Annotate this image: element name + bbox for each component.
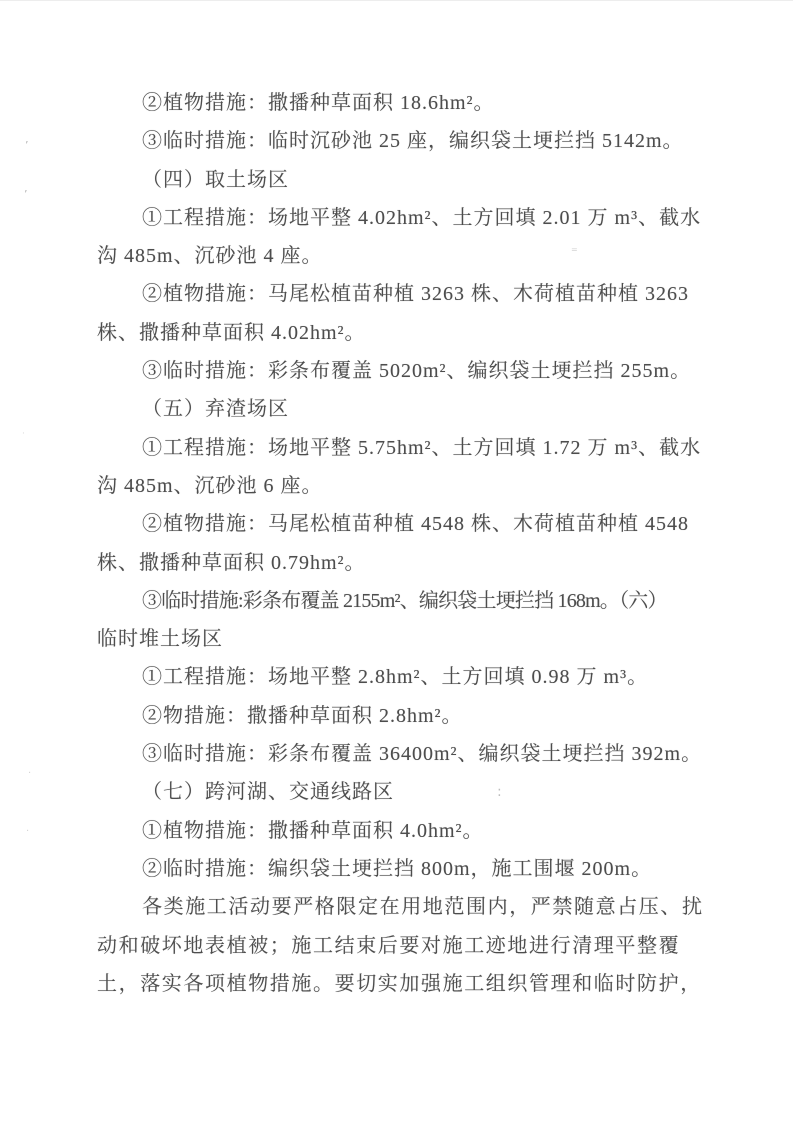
scan-speck: ’ [24,188,28,201]
text-line: （五）弃渣场区 [142,398,289,421]
text-line: ①工程措施：场地平整 2.8hm²、土方回填 0.98 万 m³。 [142,666,649,689]
text-line: ②临时措施：编织袋土埂拦挡 800m，施工围堰 200m。 [142,857,653,880]
text-line: ②植物措施：马尾松植苗种植 4548 株、木荷植苗种植 4548 [142,513,689,536]
text-line: ③临时措施：临时沉砂池 25 座，编织袋土埂拦挡 5142m。 [142,130,684,153]
document-body [97,84,737,1003]
text-line: ①植物措施：撒播种草面积 4.0hm²。 [142,819,484,842]
text-line: ①工程措施：场地平整 5.75hm²、土方回填 1.72 万 m³、截水 [142,436,702,459]
text-line: ③临时措施：彩条布覆盖 5020m²、编织袋土埂拦挡 255m。 [142,360,692,383]
scan-speck: : [497,784,502,800]
scan-edge-line [0,0,793,1]
text-line: 各类施工活动要严格限定在用地范围内，严禁随意占压、扰 [142,896,704,919]
scan-speck: · [22,429,25,439]
text-line: ②植物措施：马尾松植苗种植 3263 株、木荷植苗种植 3263 [142,283,689,306]
scan-speck: ’ [25,139,29,152]
text-line: 沟 485m、沉砂池 6 座。 [97,474,323,497]
scan-speck: · [26,826,30,837]
text-line: ③临时措施：彩条布覆盖 36400m²、编织袋土埂拦挡 392m。 [142,743,703,766]
text-line: ③临时措施:彩条布覆盖 2155m²、编织袋土埂拦挡 168m。（六） [142,589,667,612]
text-line: ②物措施：撒播种草面积 2.8hm²。 [142,704,463,727]
text-line: 动和破坏地表植被；施工结束后要对施工迹地进行清理平整覆 [97,934,681,957]
text-line: 株、撒播种草面积 4.02hm²。 [97,321,366,344]
scan-speck: · [28,768,32,779]
text-line: ①工程措施：场地平整 4.02hm²、土方回填 2.01 万 m³、截水 [142,206,702,229]
text-line: 株、撒播种草面积 0.79hm²。 [97,551,366,574]
scan-speck: = [571,245,578,254]
text-line: 土，落实各项植物措施。要切实加强施工组织管理和临时防护， [97,972,702,995]
text-line: ②植物措施：撒播种草面积 18.6hm²。 [142,92,495,114]
text-line: （七）跨河湖、交通线路区 [142,781,394,804]
text-line: 临时堆土场区 [97,628,223,651]
text-line: 沟 485m、沉砂池 4 座。 [97,245,323,268]
text-line: （四）取土场区 [142,168,289,191]
